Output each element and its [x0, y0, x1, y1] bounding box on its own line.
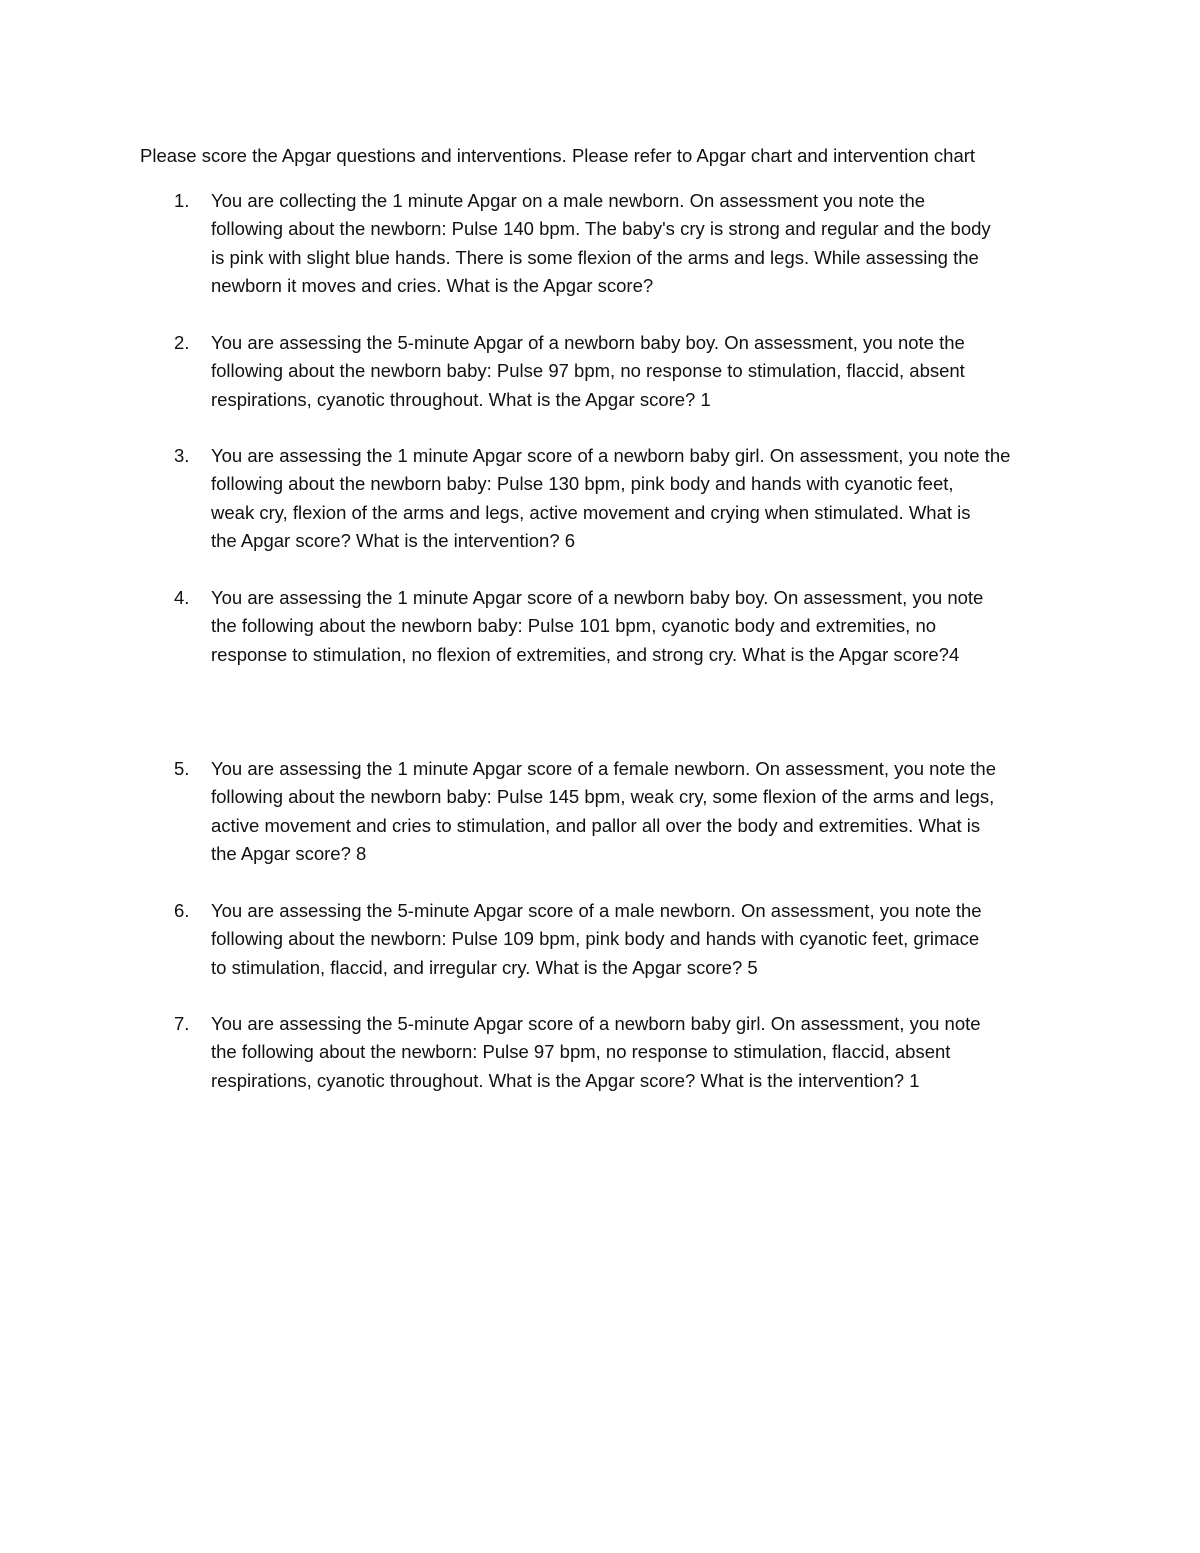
question-line: You are assessing the 1 minute Apgar score of a newborn baby boy. On assessment, you note	[211, 587, 984, 608]
question-line: the following about the newborn: Pulse 97 bpm, no response to stimulation, flaccid, absent	[211, 1041, 951, 1063]
question-line: weak cry, flexion of the arms and legs, active movement and crying when stimulated. What is	[211, 501, 971, 523]
question-line: You are collecting the 1 minute Apgar on a male newborn. On assessment you note the	[211, 190, 926, 211]
question-line: You are assessing the 1 minute Apgar score of a newborn baby girl. On assessment, you note the	[211, 445, 1011, 466]
question-line: active movement and cries to stimulation, and pallor all over the body and extremities. What is	[211, 814, 981, 836]
question-5	[140, 755, 1070, 868]
question-line: following about the newborn baby: Pulse 97 bpm, no response to stimulation, flaccid, absent	[211, 360, 965, 382]
question-line: following about the newborn baby: Pulse 130 bpm, pink body and hands with cyanotic feet,	[211, 473, 954, 495]
instructions-text: Please score the Apgar questions and interventions. Please refer to Apgar chart and intervention chart	[140, 145, 976, 166]
question-number: 2.	[174, 332, 190, 353]
question-number: 3.	[174, 445, 190, 466]
question-text	[211, 1010, 1070, 1095]
question-3	[140, 442, 1070, 555]
question-6	[140, 897, 1070, 982]
question-line: respirations, cyanotic throughout. What is the Apgar score? 1	[211, 388, 711, 410]
question-2	[140, 329, 1070, 414]
question-line: You are assessing the 5-minute Apgar score of a male newborn. On assessment, you note the	[211, 900, 982, 921]
question-number: 6.	[174, 900, 190, 921]
question-text	[211, 584, 1070, 669]
question-line: You are assessing the 5-minute Apgar score of a newborn baby girl. On assessment, you note	[211, 1013, 981, 1034]
question-line: is pink with slight blue hands. There is some flexion of the arms and legs. While assessing the	[211, 246, 979, 268]
question-text	[211, 755, 1070, 868]
question-line: respirations, cyanotic throughout. What is the Apgar score? What is the intervention? 1	[211, 1069, 920, 1091]
question-4	[140, 584, 1070, 669]
question-number: 1.	[174, 190, 190, 211]
question-1	[140, 187, 1070, 300]
question-number: 4.	[174, 587, 190, 608]
question-line: You are assessing the 1 minute Apgar score of a female newborn. On assessment, you note the	[211, 758, 997, 779]
question-text	[211, 329, 1070, 414]
question-line: newborn it moves and cries. What is the Apgar score?	[211, 274, 654, 296]
question-number: 7.	[174, 1013, 190, 1034]
question-text	[211, 897, 1070, 982]
question-line: You are assessing the 5-minute Apgar of a newborn baby boy. On assessment, you note the	[211, 332, 965, 353]
question-line: following about the newborn baby: Pulse 145 bpm, weak cry, some flexion of the arms and legs,	[211, 786, 995, 808]
question-line: following about the newborn: Pulse 140 bpm. The baby's cry is strong and regular and the body	[211, 218, 991, 240]
question-number: 5.	[174, 758, 190, 779]
question-line: the Apgar score? 8	[211, 842, 367, 864]
question-line: response to stimulation, no flexion of extremities, and strong cry. What is the Apgar score?4	[211, 643, 960, 665]
question-line: the following about the newborn baby: Pulse 101 bpm, cyanotic body and extremities, no	[211, 615, 937, 637]
question-line: to stimulation, flaccid, and irregular cry. What is the Apgar score? 5	[211, 956, 758, 978]
question-line: following about the newborn: Pulse 109 bpm, pink body and hands with cyanotic feet, grimace	[211, 928, 980, 950]
question-text	[211, 187, 1070, 300]
question-line: the Apgar score? What is the intervention? 6	[211, 529, 576, 551]
question-text	[211, 442, 1070, 555]
question-7	[140, 1010, 1070, 1095]
